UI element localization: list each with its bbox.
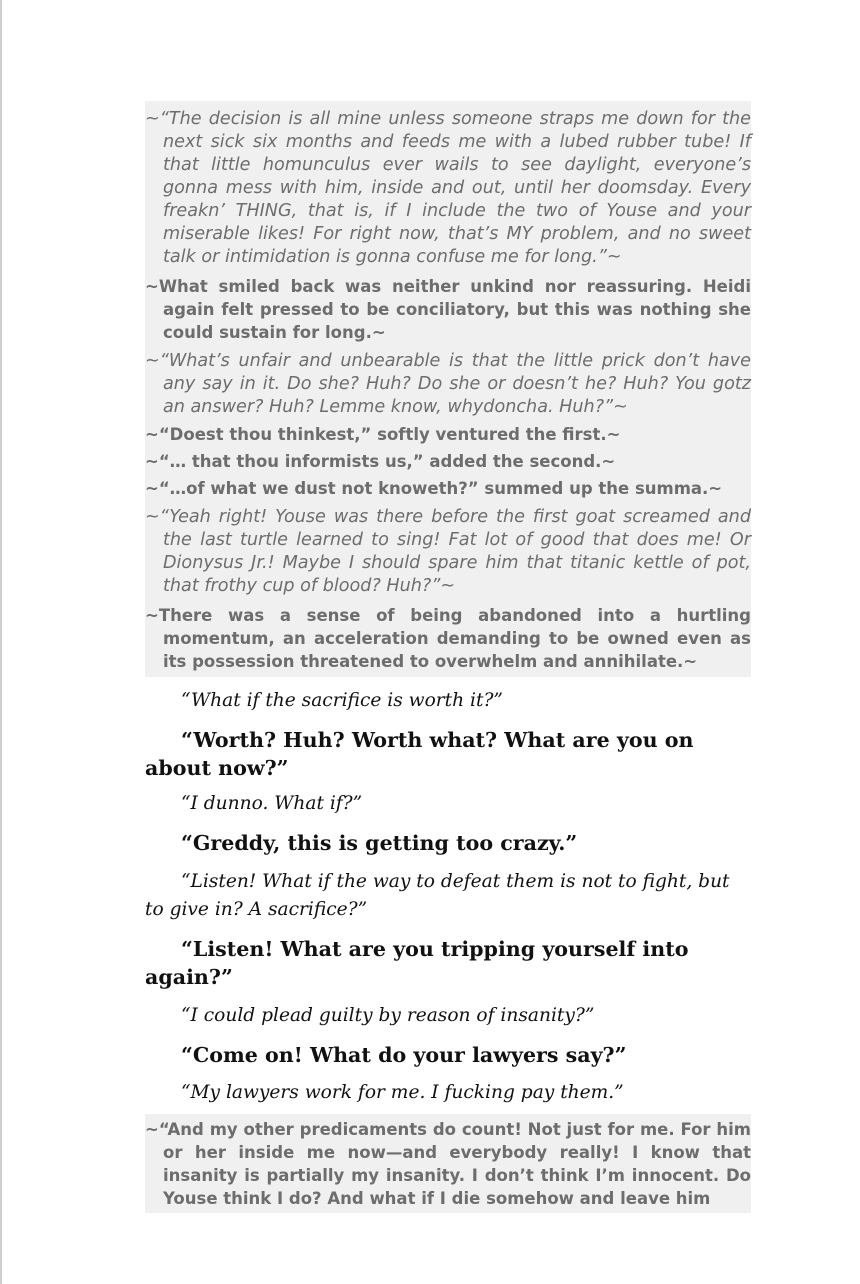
dialogue-line-8: “My lawyers work for me. I fucking pay them.” [181, 1082, 624, 1103]
dialogue-section [145, 687, 751, 1107]
paragraph-4: ~“… that thou informists us,” added the second.~ [145, 452, 616, 471]
dialogue-line-0: “What if the sacrifice is worth it?” [181, 690, 503, 711]
paragraph-8: ~“And my other predicaments do count! Not just for me. For him or her inside me now—and everybody really! I know that insanity is partially my insanity. I don’t think I’m innocent. Do Youse think I do? And what if I die somehow and leave him [145, 1120, 751, 1208]
dialogue-line-6: “I could plead guilty by reason of insanity?” [181, 1005, 595, 1026]
paragraph-3: ~“Doest thou thinkest,” softly ventured the first.~ [145, 425, 621, 444]
dialogue-line-2: “I dunno. What if?” [181, 793, 363, 814]
shaded-passage-top [145, 101, 751, 677]
page-edge [0, 0, 2, 1284]
paragraph-6: ~“Yeah right! Youse was there before the first goat screamed and the last turtle learned to sing! Fat lot of good that does me! Or Dionysus Jr.! Maybe I should spare him that titanic kettle of pot, that frothy cup of blood? Huh?”~ [145, 507, 751, 596]
paragraph-1: ~What smiled back was neither unkind nor reassuring. Heidi again felt pressed to be conciliatory, but this was nothing she could sustain for long.~ [145, 277, 751, 342]
paragraph-5: ~“…of what we dust not knoweth?” summed up the summa.~ [145, 479, 723, 498]
paragraph-0: ~“The decision is all mine unless someone straps me down for the next sick six months and feeds me with a lubed rubber tube! If that little homunculus ever wails to see daylight, everyone’s gonna mess with him, inside and out, until her doomsday. Every freakn’ THING, that is, if I include the two of Youse and your miserable likes! For right now, that’s MY problem, and no sweet talk or intimidation is gonna confuse me for long.”~ [145, 109, 751, 267]
page-content [145, 101, 751, 1213]
dialogue-line-7: “Come on! What do your lawyers say?” [181, 1043, 627, 1067]
dialogue-line-1: “Worth? Huh? Worth what? What are you on about now?” [145, 728, 694, 780]
shaded-passage-bottom [145, 1114, 751, 1213]
dialogue-line-5: “Listen! What are you tripping yourself into again?” [145, 937, 689, 989]
paragraph-7: ~There was a sense of being abandoned into a hurtling momentum, an acceleration demanding to be owned even as its possession threatened to overwhelm and annihilate.~ [145, 606, 751, 671]
dialogue-line-3: “Greddy, this is getting too crazy.” [181, 831, 578, 855]
dialogue-line-4: “Listen! What if the way to defeat them is not to fight, but to give in? A sacrifice?” [145, 871, 730, 920]
paragraph-2: ~“What’s unfair and unbearable is that the little prick don’t have any say in it. Do she? Huh? Do she or doesn’t he? Huh? You gotz an answer? Huh? Lemme know, whydoncha. Huh?”~ [145, 351, 751, 417]
